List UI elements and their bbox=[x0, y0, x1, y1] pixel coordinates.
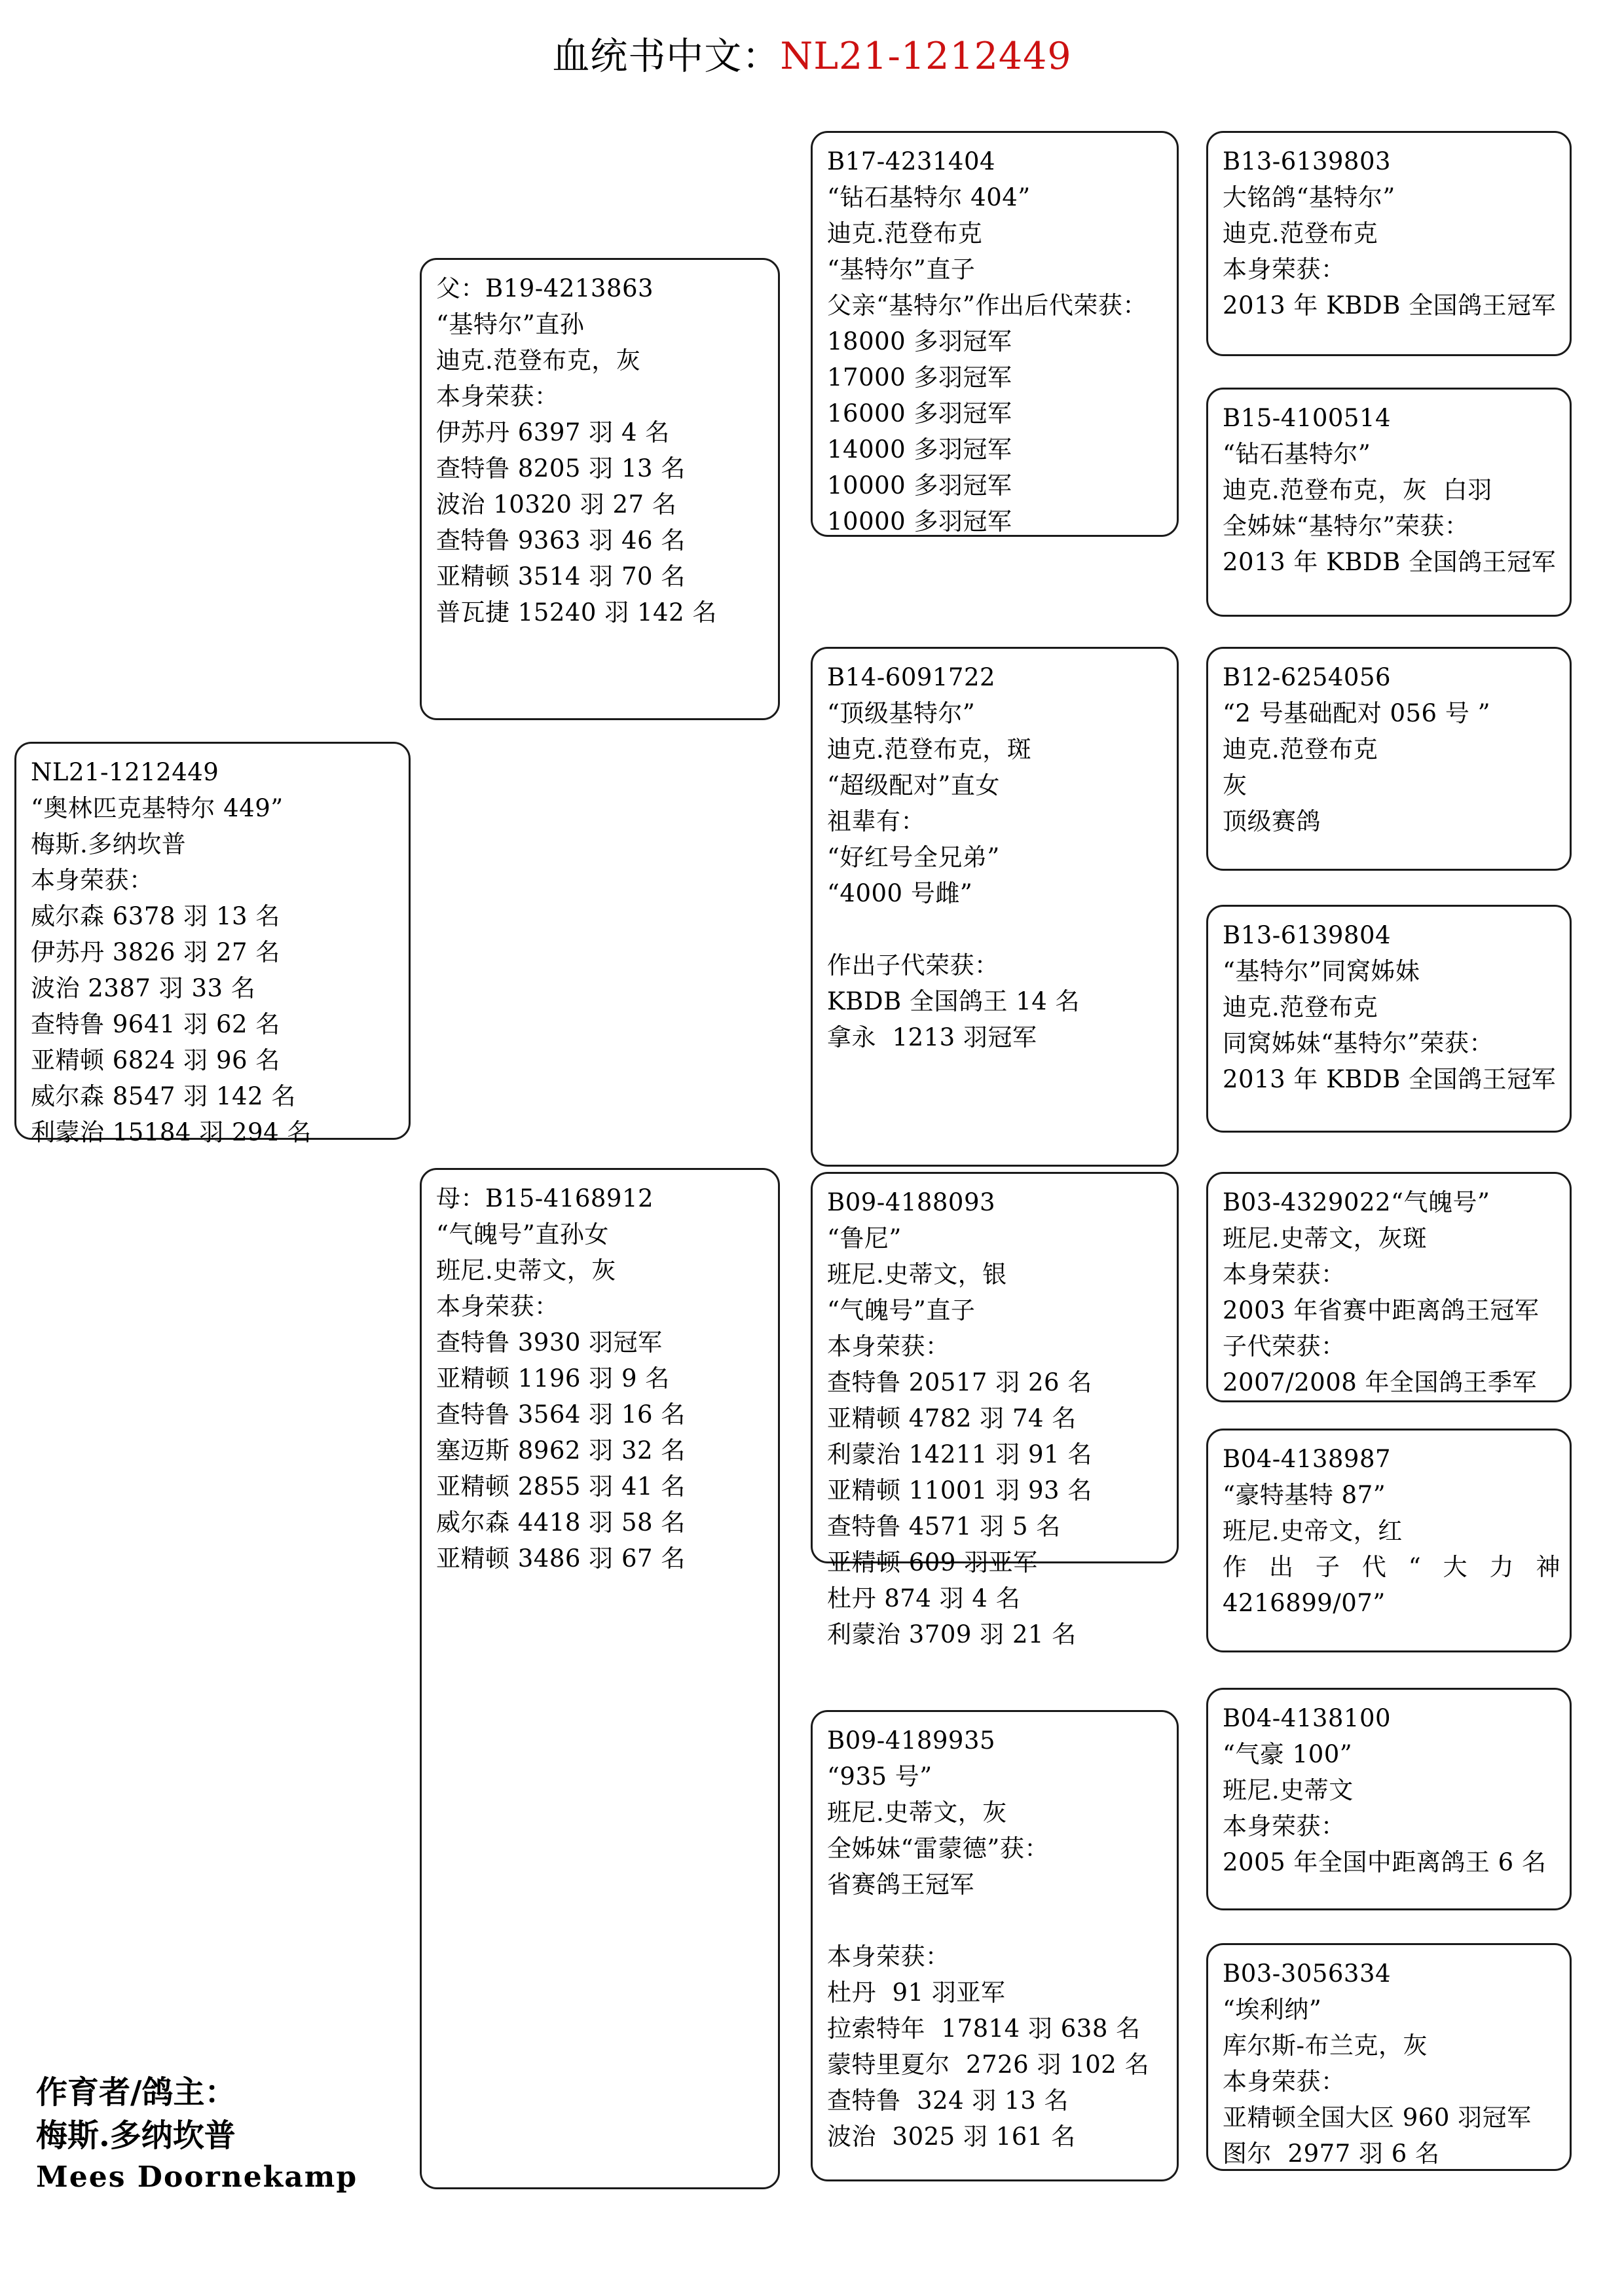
self-breeder: 梅斯.多纳坎普 bbox=[31, 830, 187, 858]
dam-sire-result-8: 利蒙治 3709 羽 21 名 bbox=[827, 1620, 1077, 1649]
gg4-ring: B13-6139804 bbox=[1223, 921, 1392, 949]
self-results-header: 本身荣获： bbox=[31, 866, 154, 894]
sire-sire-results-header: 父亲“基特尔”作出后代荣获： bbox=[827, 291, 1147, 319]
sire-result-2: 查特鲁 8205 羽 13 名 bbox=[436, 454, 686, 483]
dam-result-5: 亚精顿 2855 羽 41 名 bbox=[436, 1472, 686, 1501]
gg7-result-1: 2005 年全国中距离鸽王 6 名 bbox=[1223, 1848, 1547, 1876]
gg4-result-1: 2013 年 KBDB 全国鸽王冠军 bbox=[1223, 1065, 1557, 1093]
sire-sire-name: “钻石基特尔 404” bbox=[827, 183, 1031, 211]
dam-sire-lineage: “气魄号”直子 bbox=[827, 1296, 976, 1324]
sire-sire-result-2: 17000 多羽冠军 bbox=[827, 363, 1012, 392]
sire-dam-ring: B14-6091722 bbox=[827, 663, 996, 691]
gg1-result-1: 2013 年 KBDB 全国鸽王冠军 bbox=[1223, 291, 1557, 319]
sire-dam-lineage: “超级配对”直女 bbox=[827, 771, 1000, 799]
dam-dam-sister-result-1: 省赛鸽王冠军 bbox=[827, 1870, 974, 1899]
pedigree-box-dam-dam[interactable] bbox=[811, 1710, 1179, 2181]
page-title-ring-number: NL21-1212449 bbox=[780, 35, 1072, 78]
dam-sire-result-3: 利蒙治 14211 羽 91 名 bbox=[827, 1440, 1092, 1468]
dam-breeder: 班尼.史蒂文，灰 bbox=[436, 1256, 616, 1285]
dam-dam-result-4: 查特鲁 324 羽 13 名 bbox=[827, 2086, 1069, 2115]
sire-dam-ancestor-1: “好红号全兄弟” bbox=[827, 843, 1000, 871]
gg3-note: 顶级赛鸽 bbox=[1223, 807, 1321, 835]
dam-dam-spacer bbox=[827, 1903, 1168, 1939]
pedigree-box-sire-dam[interactable] bbox=[811, 647, 1179, 1167]
sire-result-4: 查特鲁 9363 羽 46 名 bbox=[436, 526, 686, 555]
sire-ring: 父：B19-4213863 bbox=[436, 274, 654, 302]
dam-result-1: 查特鲁 3930 羽冠军 bbox=[436, 1328, 663, 1357]
pedigree-box-dam-sire[interactable] bbox=[811, 1172, 1179, 1649]
gg2-results-header: 全姊妹“基特尔”荣获： bbox=[1223, 512, 1469, 540]
dam-dam-name: “935 号” bbox=[827, 1762, 932, 1791]
gg3-name: “2 号基础配对 056 号 ” bbox=[1223, 699, 1491, 727]
pedigree-box-gg-2[interactable] bbox=[1206, 388, 1572, 617]
gg7-results-header: 本身荣获： bbox=[1223, 1812, 1346, 1840]
dam-sire-result-6: 亚精顿 609 羽亚军 bbox=[827, 1548, 1038, 1576]
gg4-breeder: 迪克.范登布克 bbox=[1223, 993, 1378, 1021]
gg2-result-1: 2013 年 KBDB 全国鸽王冠军 bbox=[1223, 548, 1557, 576]
breeder-footer bbox=[36, 2071, 625, 2198]
sire-name: “基特尔”直孙 bbox=[436, 310, 585, 338]
dam-dam-sister-header: 全姊妹“雷蒙德”获： bbox=[827, 1834, 1049, 1863]
gg6-ring: B04-4138987 bbox=[1223, 1445, 1392, 1473]
gg2-ring: B15-4100514 bbox=[1223, 404, 1392, 432]
dam-dam-result-2: 拉索特年 17814 羽 638 名 bbox=[827, 2014, 1141, 2043]
sire-breeder: 迪克.范登布克，灰 bbox=[436, 346, 641, 374]
dam-sire-results-header: 本身荣获： bbox=[827, 1332, 950, 1360]
dam-dam-ring: B09-4189935 bbox=[827, 1726, 996, 1755]
gg1-ring: B13-6139803 bbox=[1223, 147, 1392, 175]
sire-dam-offspring-2: 拿永 1213 羽冠军 bbox=[827, 1023, 1037, 1051]
page-title-label: 血统书中文： bbox=[552, 35, 781, 78]
page-title bbox=[0, 34, 1624, 79]
dam-result-2: 亚精顿 1196 羽 9 名 bbox=[436, 1364, 670, 1393]
gg5-results-header: 本身荣获： bbox=[1223, 1260, 1346, 1288]
dam-ring: 母：B15-4168912 bbox=[436, 1184, 654, 1212]
pedigree-box-gg-6[interactable] bbox=[1206, 1429, 1572, 1652]
self-result-4: 查特鲁 9641 羽 62 名 bbox=[31, 1010, 280, 1038]
sire-result-5: 亚精顿 3514 羽 70 名 bbox=[436, 562, 686, 591]
pedigree-box-gg-8[interactable] bbox=[1206, 1943, 1572, 2171]
sire-dam-offspring-1: KBDB 全国鸽王 14 名 bbox=[827, 987, 1080, 1015]
gg3-ring: B12-6254056 bbox=[1223, 663, 1392, 691]
pedigree-box-gg-4[interactable] bbox=[1206, 905, 1572, 1133]
sire-sire-result-3: 16000 多羽冠军 bbox=[827, 399, 1012, 428]
gg6-offspring-line-1: 作出子代“大力神 bbox=[1223, 1553, 1560, 1581]
gg1-results-header: 本身荣获： bbox=[1223, 255, 1346, 283]
sire-sire-result-6: 10000 多羽冠军 bbox=[827, 507, 1012, 536]
self-ring: NL21-1212449 bbox=[31, 758, 219, 786]
dam-dam-result-1: 杜丹 91 羽亚军 bbox=[827, 1978, 1006, 2007]
sire-sire-result-4: 14000 多羽冠军 bbox=[827, 435, 1012, 464]
gg8-ring: B03-3056334 bbox=[1223, 1959, 1392, 1988]
self-result-2: 伊苏丹 3826 羽 27 名 bbox=[31, 938, 280, 966]
dam-sire-result-2: 亚精顿 4782 羽 74 名 bbox=[827, 1404, 1077, 1432]
self-result-3: 波治 2387 羽 33 名 bbox=[31, 974, 256, 1002]
sire-sire-ring: B17-4231404 bbox=[827, 147, 996, 175]
sire-dam-offspring-header: 作出子代荣获： bbox=[827, 951, 999, 979]
gg3-breeder: 迪克.范登布克 bbox=[1223, 735, 1378, 763]
gg4-name: “基特尔”同窝姊妹 bbox=[1223, 957, 1420, 985]
sire-result-6: 普瓦捷 15240 羽 142 名 bbox=[436, 598, 717, 627]
dam-dam-result-3: 蒙特里夏尔 2726 羽 102 名 bbox=[827, 2050, 1150, 2079]
sire-sire-result-5: 10000 多羽冠军 bbox=[827, 471, 1012, 500]
gg6-breeder: 班尼.史帝文，红 bbox=[1223, 1517, 1403, 1545]
sire-sire-result-1: 18000 多羽冠军 bbox=[827, 327, 1012, 355]
dam-dam-results-header: 本身荣获： bbox=[827, 1942, 950, 1971]
gg2-breeder: 迪克.范登布克，灰 白羽 bbox=[1223, 476, 1492, 504]
gg4-results-header: 同窝姊妹“基特尔”荣获： bbox=[1223, 1029, 1494, 1057]
gg5-offspring-header: 子代荣获： bbox=[1223, 1332, 1346, 1360]
gg7-name: “气豪 100” bbox=[1223, 1740, 1353, 1768]
dam-sire-name: “鲁尼” bbox=[827, 1224, 902, 1252]
dam-result-4: 塞迈斯 8962 羽 32 名 bbox=[436, 1436, 686, 1465]
pedigree-box-gg-3[interactable] bbox=[1206, 647, 1572, 871]
self-result-5: 亚精顿 6824 羽 96 名 bbox=[31, 1046, 280, 1074]
dam-results-header: 本身荣获： bbox=[436, 1292, 559, 1321]
gg6-offspring-line-2: 4216899/07” bbox=[1223, 1589, 1386, 1617]
gg6-name: “豪特基特 87” bbox=[1223, 1481, 1386, 1509]
breeder-name-cn: 梅斯.多纳坎普 bbox=[36, 2117, 236, 2154]
self-result-1: 威尔森 6378 羽 13 名 bbox=[31, 902, 280, 930]
self-result-7: 利蒙治 15184 羽 294 名 bbox=[31, 1118, 312, 1146]
dam-sire-result-5: 查特鲁 4571 羽 5 名 bbox=[827, 1512, 1061, 1540]
gg8-result-2: 图尔 2977 羽 6 名 bbox=[1223, 2140, 1440, 2168]
sire-dam-ancestors-header: 祖辈有： bbox=[827, 807, 925, 835]
dam-result-3: 查特鲁 3564 羽 16 名 bbox=[436, 1400, 686, 1429]
gg1-name: 大铭鸽“基特尔” bbox=[1223, 183, 1395, 211]
gg2-name: “钻石基特尔” bbox=[1223, 440, 1371, 468]
gg3-color: 灰 bbox=[1223, 771, 1247, 799]
gg8-results-header: 本身荣获： bbox=[1223, 2068, 1346, 2096]
gg8-breeder: 库尔斯-布兰克，灰 bbox=[1223, 2032, 1428, 2060]
sire-result-1: 伊苏丹 6397 羽 4 名 bbox=[436, 418, 670, 446]
dam-name: “气魄号”直孙女 bbox=[436, 1220, 609, 1248]
sire-dam-breeder: 迪克.范登布克，斑 bbox=[827, 735, 1032, 763]
dam-dam-result-5: 波治 3025 羽 161 名 bbox=[827, 2123, 1076, 2151]
self-result-6: 威尔森 8547 羽 142 名 bbox=[31, 1082, 296, 1110]
dam-result-7: 亚精顿 3486 羽 67 名 bbox=[436, 1544, 686, 1573]
pedigree-box-gg-5[interactable] bbox=[1206, 1172, 1572, 1402]
sire-dam-spacer bbox=[827, 911, 1168, 947]
dam-sire-result-1: 查特鲁 20517 羽 26 名 bbox=[827, 1368, 1092, 1396]
dam-sire-ring: B09-4188093 bbox=[827, 1188, 996, 1216]
pedigree-box-sire-sire[interactable] bbox=[811, 131, 1179, 537]
dam-dam-breeder: 班尼.史蒂文，灰 bbox=[827, 1798, 1007, 1827]
pedigree-box-sire[interactable] bbox=[420, 258, 780, 720]
sire-sire-breeder: 迪克.范登布克 bbox=[827, 219, 983, 247]
sire-results-header: 本身荣获： bbox=[436, 382, 559, 410]
gg5-offspring-1: 2007/2008 年全国鸽王季军 bbox=[1223, 1368, 1538, 1396]
pedigree-box-dam[interactable] bbox=[420, 1168, 780, 2189]
gg1-breeder: 迪克.范登布克 bbox=[1223, 219, 1378, 247]
gg7-ring: B04-4138100 bbox=[1223, 1704, 1392, 1732]
breeder-label: 作育者/鸽主： bbox=[36, 2074, 236, 2111]
sire-dam-name: “顶级基特尔” bbox=[827, 699, 976, 727]
dam-sire-result-7: 杜丹 874 羽 4 名 bbox=[827, 1584, 1021, 1613]
gg5-breeder: 班尼.史蒂文，灰斑 bbox=[1223, 1224, 1428, 1252]
sire-sire-lineage: “基特尔”直子 bbox=[827, 255, 976, 283]
gg7-breeder: 班尼.史蒂文 bbox=[1223, 1776, 1354, 1804]
pedigree-box-self[interactable] bbox=[14, 742, 411, 1146]
gg8-name: “埃利纳” bbox=[1223, 1995, 1322, 2024]
dam-sire-breeder: 班尼.史蒂文，银 bbox=[827, 1260, 1007, 1288]
gg5-result-1: 2003 年省赛中距离鸽王冠军 bbox=[1223, 1296, 1540, 1324]
sire-result-3: 波治 10320 羽 27 名 bbox=[436, 490, 677, 519]
sire-dam-ancestor-2: “4000 号雌” bbox=[827, 879, 973, 907]
pedigree-box-gg-1[interactable] bbox=[1206, 131, 1572, 356]
breeder-name-latin: Mees Doornekamp bbox=[36, 2160, 358, 2194]
pedigree-box-gg-7[interactable] bbox=[1206, 1688, 1572, 1910]
dam-sire-result-4: 亚精顿 11001 羽 93 名 bbox=[827, 1476, 1092, 1504]
dam-result-6: 威尔森 4418 羽 58 名 bbox=[436, 1508, 686, 1537]
gg5-ring: B03-4329022“气魄号” bbox=[1223, 1188, 1490, 1216]
gg8-result-1: 亚精顿全国大区 960 羽冠军 bbox=[1223, 2104, 1532, 2132]
self-name: “奥林匹克基特尔 449” bbox=[31, 794, 284, 822]
